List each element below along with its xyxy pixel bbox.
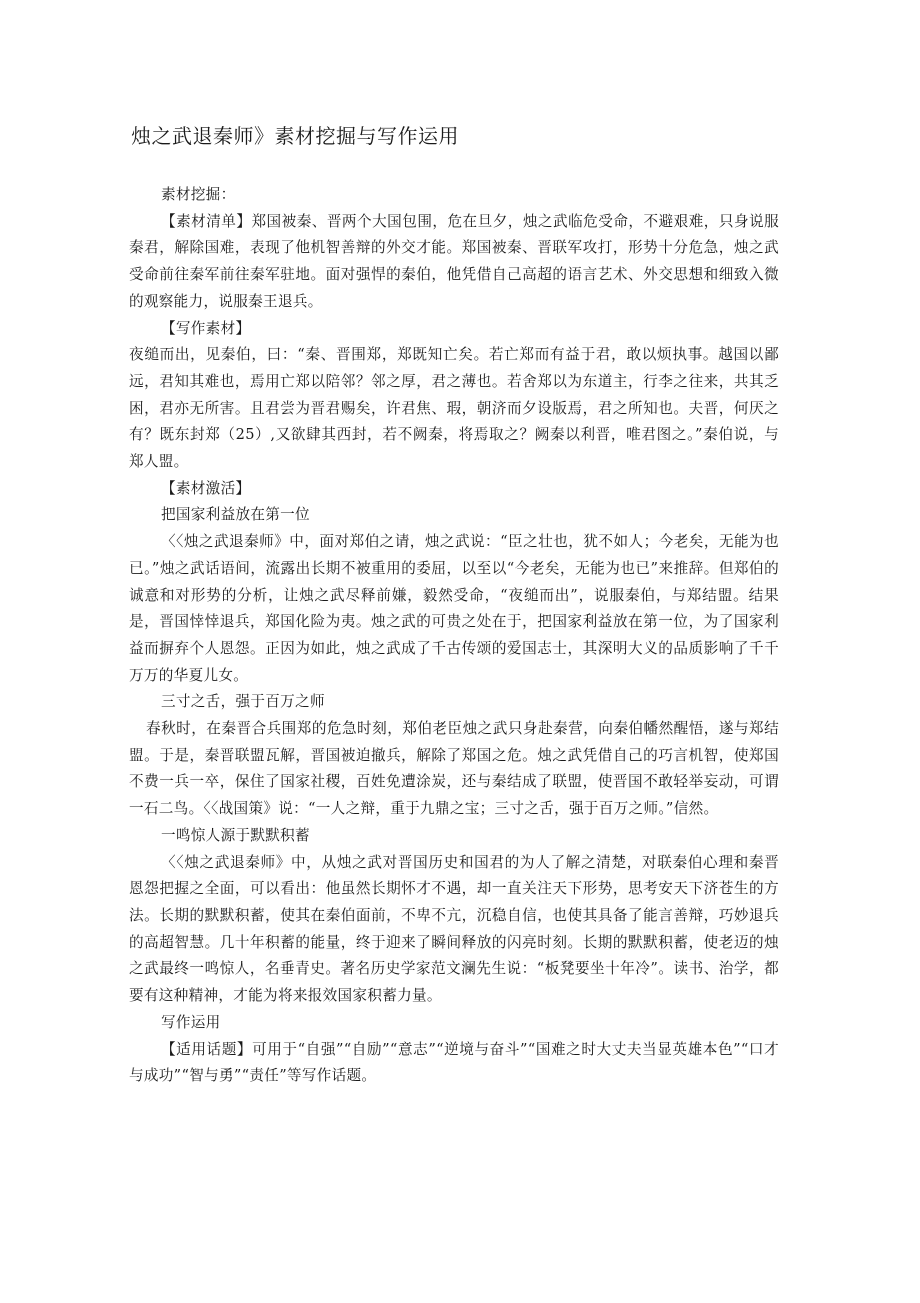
paragraph-classical-excerpt: 夜缒而出，见秦伯，曰：“秦、晋围郑，郑既知亡矣。若亡郑而有益于君，敢以烦执事。越国以鄙远，君知其难也，焉用亡郑以陪邻？邻之厚，君之薄也。若舍郑以为东道主，行李之往来，共其乏困，君亦无所害。且君尝为晋君赐矣，许君焦、瑕，朝济而夕设版焉，君之所知也。夫晋，何厌之有？既东封郑（25）,又欲肆其西封，若不阙秦，将焉取之？阙秦以利晋，唯君图之。”秦伯说，与郑人盟。 bbox=[129, 346, 779, 471]
document-body bbox=[129, 182, 779, 1090]
subheading-writing-material: 【写作素材】 bbox=[161, 319, 251, 337]
topic-heading-three-inch-tongue: 三寸之舌，强于百万之师 bbox=[161, 693, 325, 711]
paragraph-silent-accumulation: 〈〈烛之武退秦师》中，从烛之武对晋国历史和国君的为人了解之清楚，对联秦伯心理和秦晋恩怨把握之全面，可以看出：他虽然长期怀才不遇，却一直关注天下形势，思考安天下济苍生的方法。长期的默默积蓄，使其在秦伯面前，不卑不亢，沉稳自信，也使其具备了能言善辩，巧妙退兵的高超智慧。几十年积蓄的能量，终于迎来了瞬间释放的闪亮时刻。长期的默默积蓄，使老迈的烛之武最终一鸣惊人，名垂青史。著名历史学家范文澜先生说：“板凳要坐十年冷”。读书、治学，都要有这种精神，才能为将来报效国家积蓄力量。 bbox=[129, 853, 779, 1005]
subheading-material-activation: 【素材激活】 bbox=[161, 479, 251, 497]
paragraph-applicable-topics: 【适用话题】可用于“自强”“自励”“意志”“逆境与奋斗”“国难之时大丈夫当显英雄本色”“口才与成功”“智与勇”“责任”等写作话题。 bbox=[129, 1040, 779, 1085]
document-title: 烛之武退秦师》素材挖掘与写作运用 bbox=[131, 124, 459, 148]
topic-heading-silent-accumulation: 一鸣惊人源于默默积蓄 bbox=[161, 826, 310, 844]
paragraph-three-inch-tongue: 春秋时，在秦晋合兵围郑的危急时刻，郑伯老臣烛之武只身赴秦营，向秦伯幡然醒悟，遂与郑结盟。于是，秦晋联盟瓦解，晋国被迫撤兵，解除了郑国之危。烛之武凭借自己的巧言机智，使郑国不费一兵一卒，保住了国家社稷，百姓免遭涂炭，还与秦结成了联盟，使晋国不敢轻举妄动，可谓一石二鸟。〈〈战国策》说：“一人之辩，重于九鼎之宝；三寸之舌，强于百万之师。”信然。 bbox=[129, 720, 779, 818]
paragraph-national-interest: 〈〈烛之武退秦师》中，面对郑伯之请，烛之武说：“臣之壮也，犹不如人；今老矣，无能为也已。”烛之武话语间，流露出长期不被重用的委屈，以至以“今老矣，无能为也已”来推辞。但郑伯的诚意和对形势的分析，让烛之武尽释前嫌，毅然受命，“夜缒而出”，说服秦伯，与郑结盟。结果是，晋国悻悻退兵，郑国化险为夷。烛之武的可贵之处在于，把国家利益放在第一位，为了国家利益而摒弃个人恩怨。正因为如此，烛之武成了千古传颂的爱国志士，其深明大义的品质影响了千千万万的华夏儿女。 bbox=[129, 533, 779, 684]
topic-heading-national-interest: 把国家利益放在第一位 bbox=[161, 506, 310, 524]
section-heading-material-mining: 素材挖掘： bbox=[161, 186, 236, 203]
paragraph-material-list: 【素材清单】郑国被秦、晋两个大国包围，危在旦夕，烛之武临危受命，不避艰难，只身说服秦君，解除国难，表现了他机智善辩的外交才能。郑国被秦、晋联军攻打，形势十分危急，烛之武受命前往秦军前往秦军驻地。面对强悍的秦伯，他凭借自己高超的语言艺术、外交思想和细致入微的观察能力，说服秦王退兵。 bbox=[129, 212, 779, 310]
section-heading-writing-application: 写作运用 bbox=[161, 1013, 221, 1031]
